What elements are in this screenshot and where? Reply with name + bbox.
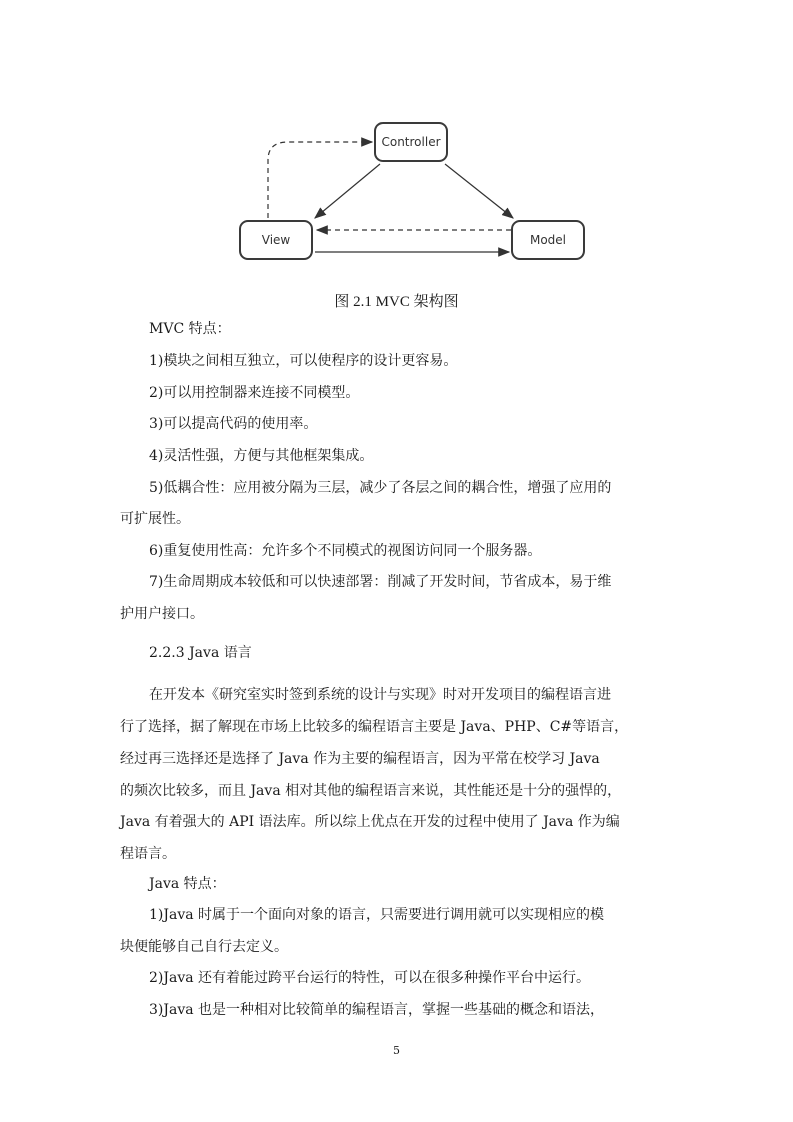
paragraph-line: 的频次比较多，而且 Java 相对其他的编程语言来说，其性能还是十分的强悍的， (120, 783, 622, 799)
controller-node: Controller (374, 122, 448, 162)
mvc-feature-item: 1)模块之间相互独立，可以使程序的设计更容易。 (149, 353, 458, 369)
java-features-heading: Java 特点： (149, 876, 226, 892)
mvc-feature-item: 3)可以提高代码的使用率。 (149, 416, 318, 432)
java-feature-item: 2)Java 还有着能过跨平台运行的特性，可以在很多种操作平台中运行。 (149, 970, 591, 986)
section-heading: 2.2.3 Java 语言 (149, 645, 252, 661)
paragraph-line: 行了选择，据了解现在市场上比较多的编程语言主要是 Java、PHP、C#等语言， (120, 719, 629, 735)
arrow-controller-to-view (315, 164, 380, 218)
mvc-feature-item-continued: 可扩展性。 (120, 511, 190, 527)
arrow-controller-to-model (445, 164, 513, 218)
mvc-diagram (230, 112, 600, 277)
mvc-feature-item: 5)低耦合性：应用被分隔为三层，减少了各层之间的耦合性，增强了应用的 (149, 480, 612, 496)
mvc-feature-item-continued: 护用户接口。 (120, 606, 204, 622)
paragraph-line: 经过再三选择还是选择了 Java 作为主要的编程语言，因为平常在校学习 Java (120, 751, 600, 767)
arrow-view-to-controller (268, 142, 372, 218)
model-node: Model (511, 220, 585, 260)
mvc-feature-item: 7)生命周期成本较低和可以快速部署：削减了开发时间，节省成本，易于维 (149, 574, 612, 590)
paragraph-line: Java 有着强大的 API 语法库。所以综上优点在开发的过程中使用了 Java 作为编 (120, 814, 620, 830)
mvc-feature-item: 2)可以用控制器来连接不同模型。 (149, 385, 360, 401)
mvc-feature-item: 6)重复使用性高：允许多个不同模式的视图访问同一个服务器。 (149, 543, 542, 559)
java-feature-item: 1)Java 时属于一个面向对象的语言，只需要进行调用就可以实现相应的模 (149, 907, 605, 923)
java-feature-item: 3)Java 也是一种相对比较简单的编程语言，掌握一些基础的概念和语法， (149, 1002, 605, 1018)
figure-caption: 图 2.1 MVC 架构图 (334, 294, 459, 310)
view-node: View (239, 220, 313, 260)
paragraph-line: 在开发本《研究室实时签到系统的设计与实现》时对开发项目的编程语言进 (149, 687, 611, 703)
paragraph-line: 程语言。 (120, 846, 176, 862)
java-feature-item-continued: 块便能够自己自行去定义。 (120, 939, 288, 955)
page-number: 5 (393, 1044, 400, 1057)
mvc-features-heading: MVC 特点： (149, 321, 231, 337)
mvc-feature-item: 4)灵活性强，方便与其他框架集成。 (149, 448, 374, 464)
